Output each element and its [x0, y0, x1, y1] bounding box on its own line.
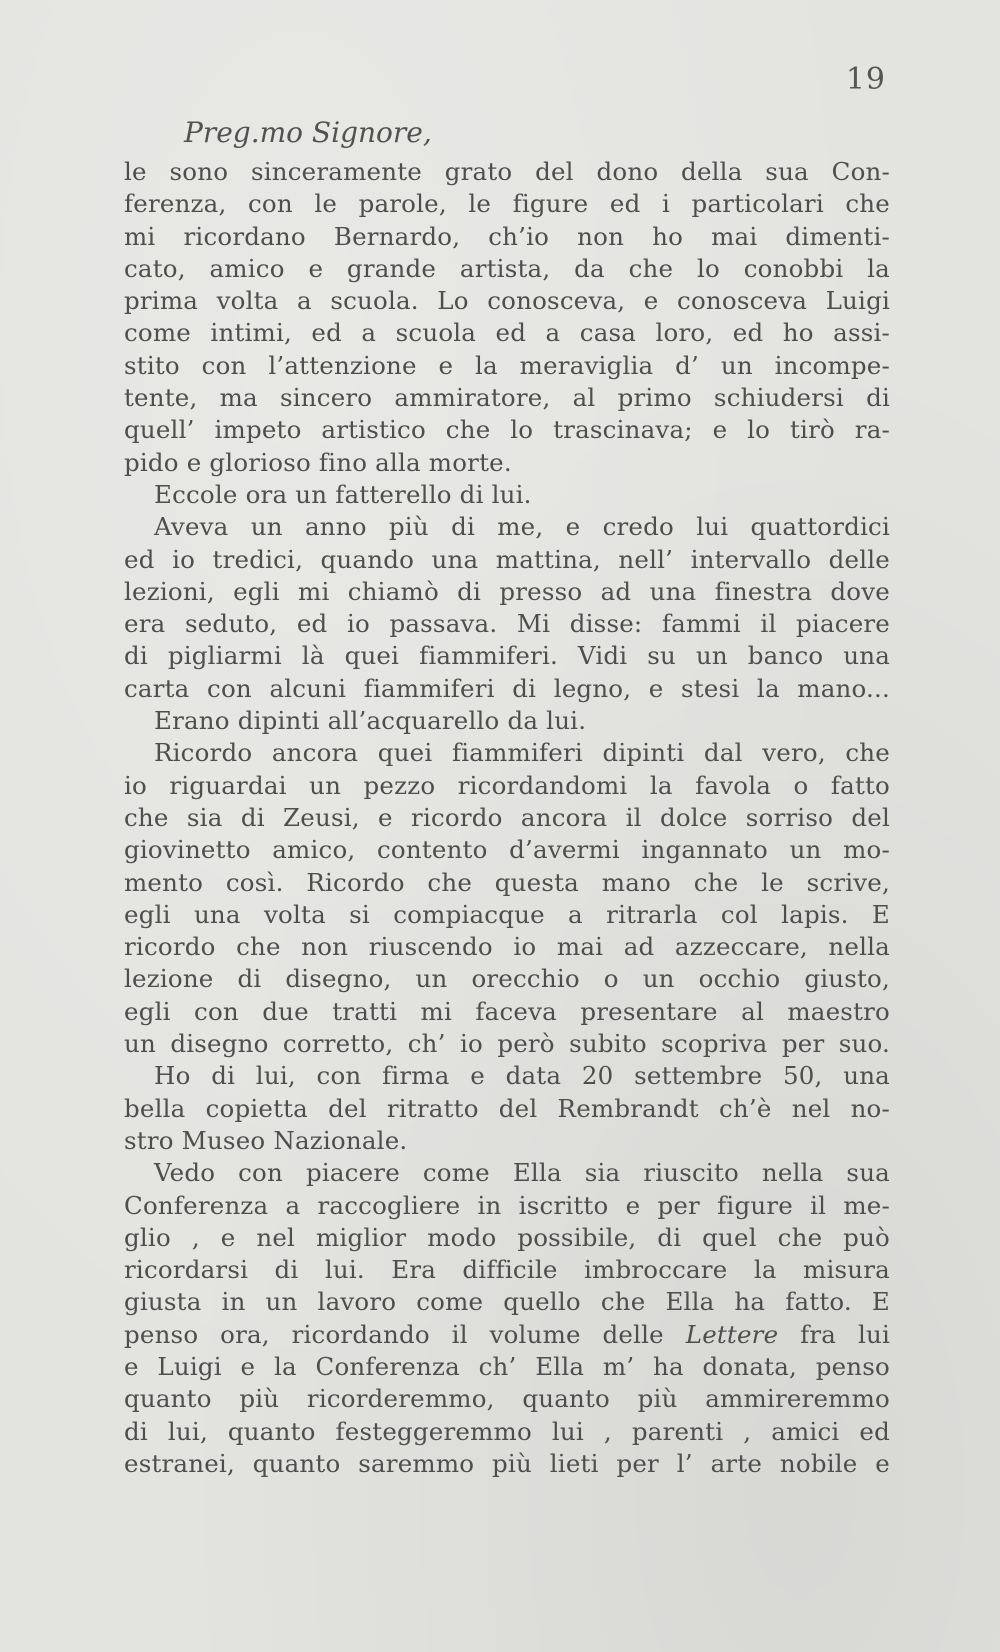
text-line: cato, amico e grande artista, da che lo conobbi la: [124, 253, 890, 283]
text-line: giusta in un lavoro come quello che Ella ha fatto. E: [124, 1287, 890, 1317]
book-title: Lettere: [685, 1319, 779, 1349]
text-line: mento così. Ricordo che questa mano che le scrive,: [124, 867, 890, 897]
text-line: quanto più ricorderemmo, quanto più ammireremmo: [124, 1384, 890, 1414]
text-line: egli con due tratti mi faceva presentare al maestro: [124, 996, 890, 1026]
text-line: e Luigi e la Conferenza ch’ Ella m’ ha donata, penso: [124, 1351, 890, 1381]
text-line: ed io tredici, quando una mattina, nell’ intervallo delle: [124, 544, 890, 574]
text-line: di pigliarmi là quei fiammiferi. Vidi su un banco una: [124, 641, 890, 671]
letter-salutation: Preg.mo Signore,: [184, 116, 432, 149]
text-line: ricordo che non riuscendo io mai ad azzeccare, nella: [124, 932, 890, 962]
letter-body: [124, 156, 890, 1480]
text-line: Eccole ora un fatterello di lui.: [154, 479, 532, 509]
text-line: ferenza, con le parole, le figure ed i particolari che: [124, 189, 890, 219]
text-line: Conferenza a raccogliere in iscritto e per figure il me-: [124, 1190, 890, 1220]
text-line: carta con alcuni fiammiferi di legno, e stesi la mano...: [124, 673, 890, 703]
text-line: di lui, quanto festeggeremmo lui , parenti , amici ed: [124, 1416, 890, 1446]
text-line: mi ricordano Bernardo, ch’io non ho mai dimenti-: [124, 221, 890, 251]
text-line: stro Museo Nazionale.: [124, 1125, 408, 1155]
text-line: un disegno corretto, ch’ io però subito scopriva per suo.: [124, 1029, 890, 1059]
text-line: lezioni, egli mi chiamò di presso ad una finestra dove: [124, 576, 890, 606]
text-line: penso ora, ricordando il volume delle Lettere fra lui: [124, 1319, 890, 1349]
text-line: ricordarsi di lui. Era difficile imbroccare la misura: [124, 1255, 890, 1285]
text-line: bella copietta del ritratto del Rembrandt ch’è nel no-: [124, 1093, 890, 1123]
text-line: egli una volta si compiacque a ritrarla col lapis. E: [124, 899, 890, 929]
text-line: le sono sinceramente grato del dono della sua Con-: [124, 157, 890, 186]
text-line: prima volta a scuola. Lo conosceva, e conosceva Luigi: [124, 286, 890, 316]
text-line: era seduto, ed io passava. Mi disse: fammi il piacere: [124, 609, 890, 639]
text-line: estranei, quanto saremmo più lieti per l’ arte nobile e: [124, 1448, 890, 1478]
text-line: io riguardai un pezzo ricordandomi la favola o fatto: [124, 770, 890, 800]
text-line: giovinetto amico, contento d’avermi ingannato un mo-: [124, 835, 890, 865]
text-line: Ricordo ancora quei fiammiferi dipinti dal vero, che: [154, 738, 890, 768]
page-number: 19: [845, 62, 886, 97]
text-line: Aveva un anno più di me, e credo lui quattordici: [154, 512, 890, 542]
text-line: lezione di disegno, un orecchio o un occhio giusto,: [124, 964, 890, 994]
text-line: glio , e nel miglior modo possibile, di quel che può: [124, 1222, 890, 1252]
text-line: Erano dipinti all’acquarello da lui.: [154, 706, 587, 736]
text-line: che sia di Zeusi, e ricordo ancora il dolce sorriso del: [124, 802, 890, 832]
text-line: Ho di lui, con firma e data 20 settembre 50, una: [154, 1061, 890, 1091]
text-line: stito con l’attenzione e la meraviglia d’ un incompe-: [124, 350, 890, 380]
text-line: Vedo con piacere come Ella sia riuscito nella sua: [154, 1158, 890, 1188]
text-line: tente, ma sincero ammiratore, al primo schiudersi di: [124, 383, 890, 413]
text-line: pido e glorioso fino alla morte.: [124, 447, 512, 477]
text-line: come intimi, ed a scuola ed a casa loro, ed ho assi-: [124, 318, 890, 348]
text-line: quell’ impeto artistico che lo trascinava; e lo tirò ra-: [124, 415, 890, 445]
